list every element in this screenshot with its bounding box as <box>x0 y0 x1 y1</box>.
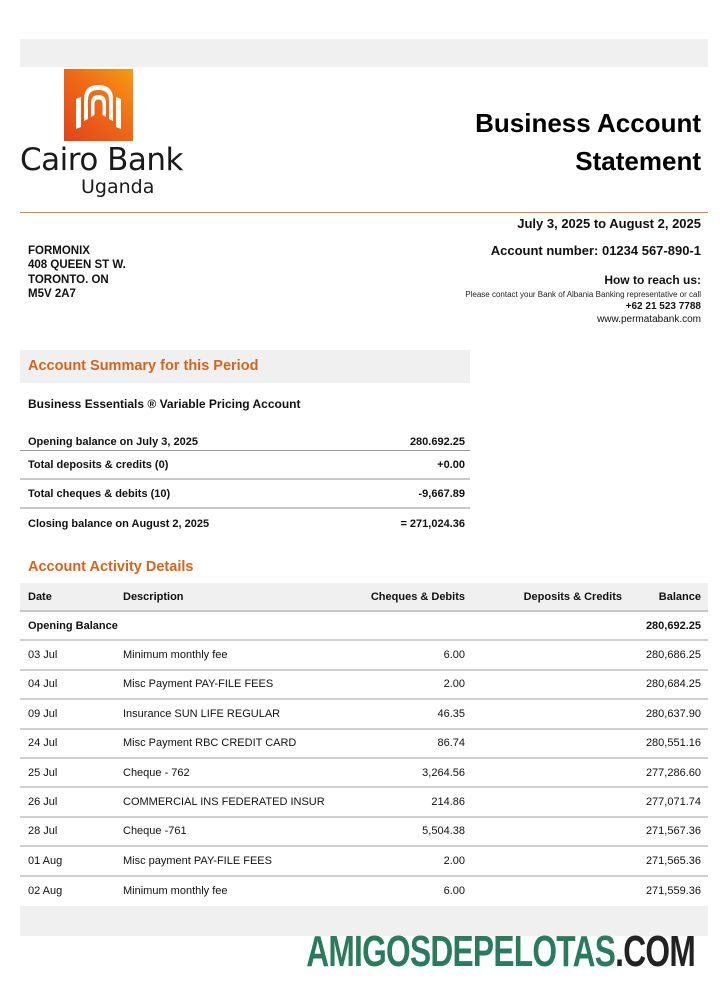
column-balance: Balance <box>658 590 701 603</box>
activity-table <box>20 583 708 936</box>
row-debit: 6.00 <box>443 649 465 662</box>
summary-label: Opening balance on July 3, 2025 <box>28 436 198 448</box>
statement-period: July 3, 2025 to August 2, 2025 <box>517 216 701 231</box>
row-date: 26 Jul <box>28 796 58 809</box>
row-balance: 280,686.25 <box>645 649 701 662</box>
row-date: 03 Jul <box>28 649 58 662</box>
row-balance: 271,559.36 <box>645 885 701 898</box>
table-row <box>20 641 708 670</box>
row-description: Cheque -761 <box>123 825 187 838</box>
customer-address <box>28 244 126 301</box>
row-description: Minimum monthly fee <box>123 885 228 898</box>
customer-name: FORMONIX <box>28 245 90 257</box>
row-date: 02 Aug <box>28 885 63 898</box>
table-row <box>20 818 708 847</box>
customer-street: 408 QUEEN ST W. <box>28 259 126 272</box>
row-balance: 277,071.74 <box>645 796 701 809</box>
table-row <box>20 788 708 817</box>
table-header <box>20 583 708 612</box>
row-balance: 271,567.36 <box>645 825 701 838</box>
summary-table <box>20 434 470 538</box>
row-date: 04 Jul <box>28 678 58 691</box>
row-debit: 86.74 <box>437 737 465 750</box>
table-row <box>20 847 708 876</box>
row-description: Misc Payment RBC CREDIT CARD <box>123 737 297 750</box>
row-description: Cheque - 762 <box>123 766 190 779</box>
table-row <box>20 671 708 700</box>
row-balance: 277,286.60 <box>645 766 701 779</box>
account-number: Account number: 01234 567-890-1 <box>490 243 701 258</box>
row-debit: 2.00 <box>443 678 465 691</box>
summary-label: Closing balance on August 2, 2025 <box>28 517 210 530</box>
summary-row-debits <box>20 480 470 509</box>
contact-phone: +62 21 523 7788 <box>625 301 701 312</box>
summary-value: -9,667.89 <box>418 487 465 500</box>
table-row <box>20 877 708 906</box>
row-debit: 5,504.38 <box>422 825 465 838</box>
row-debit: 214.86 <box>431 796 465 809</box>
row-balance: 271,565.36 <box>645 854 701 867</box>
arch-pillars-icon <box>64 69 133 141</box>
row-description: Minimum monthly fee <box>123 649 228 662</box>
row-debit: 6.00 <box>443 885 465 898</box>
summary-label: Total cheques & debits (10) <box>28 487 171 500</box>
summary-row-deposits <box>20 451 470 480</box>
column-credits: Deposits & Credits <box>523 590 622 603</box>
row-balance: 280,684.25 <box>645 678 701 691</box>
row-description: Insurance SUN LIFE REGULAR <box>123 707 281 720</box>
summary-value: 280.692.25 <box>409 436 465 448</box>
row-description: Misc Payment PAY-FILE FEES <box>123 678 274 691</box>
row-date: 28 Jul <box>28 825 58 838</box>
summary-heading: Account Summary for this Period <box>20 350 470 383</box>
bank-subtitle: Uganda <box>81 176 155 198</box>
summary-value: = 271,024.36 <box>400 517 465 530</box>
page-title <box>475 104 701 180</box>
customer-city: TORONTO. ON <box>28 273 109 286</box>
contact-website[interactable]: www.permatabank.com <box>597 314 701 325</box>
row-description: Misc payment PAY-FILE FEES <box>123 854 272 867</box>
row-description: COMMERCIAL INS FEDERATED INSUR <box>123 796 325 809</box>
top-banner-bar <box>20 39 708 67</box>
row-date: 01 Aug <box>28 854 63 867</box>
row-debit: 2.00 <box>443 854 465 867</box>
table-row <box>20 730 708 759</box>
watermark-main: AMIGOSDEPELOTAS <box>306 927 616 976</box>
column-debits: Cheques & Debits <box>370 590 465 603</box>
column-description: Description <box>123 590 184 603</box>
row-debit: 46.35 <box>437 707 465 720</box>
opening-label: Opening Balance <box>28 619 118 632</box>
row-debit: 3,264.56 <box>422 766 465 779</box>
row-balance: 280,637.90 <box>645 707 701 720</box>
row-date: 24 Jul <box>28 737 58 750</box>
summary-label: Total deposits & credits (0) <box>28 458 169 471</box>
table-row <box>20 759 708 788</box>
account-product: Business Essentials ® Variable Pricing Account <box>28 397 301 411</box>
summary-row-closing <box>20 509 470 538</box>
row-date: 25 Jul <box>28 766 58 779</box>
row-balance: 280,551.16 <box>645 737 701 750</box>
contact-heading: How to reach us: <box>604 273 701 287</box>
contact-text: Please contact your Bank of Albania Banking representative or call <box>465 290 701 299</box>
bank-name: Cairo Bank <box>20 142 184 178</box>
customer-postal: M5V 2A7 <box>28 287 76 300</box>
summary-value: +0.00 <box>437 458 465 471</box>
table-row-opening-balance <box>20 612 708 641</box>
opening-balance: 280,692.25 <box>645 619 701 632</box>
title-line-2: Statement <box>575 146 701 176</box>
table-row <box>20 700 708 729</box>
summary-row-opening <box>20 434 470 451</box>
bank-logo <box>20 68 184 208</box>
title-line-1: Business Account <box>475 108 701 138</box>
activity-heading: Account Activity Details <box>28 559 194 575</box>
column-date: Date <box>28 590 52 603</box>
row-date: 09 Jul <box>28 707 58 720</box>
header-divider <box>20 212 708 213</box>
watermark <box>306 926 695 978</box>
watermark-tld: .COM <box>615 927 695 976</box>
